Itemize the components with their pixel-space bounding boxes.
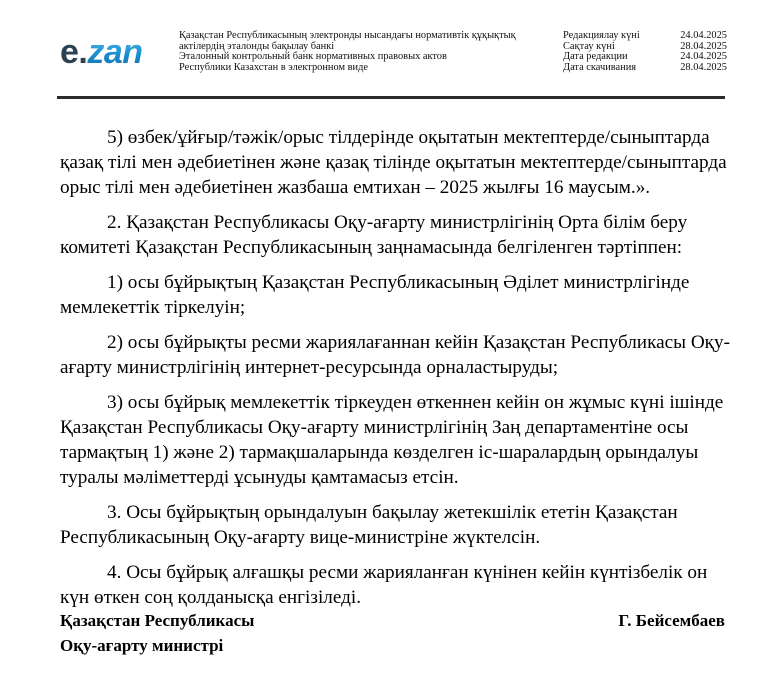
header-description-line: Эталонный контрольный банк нормативных правовых актов <box>179 51 447 63</box>
text-line: 4. Осы бұйрық алғашқы ресми жарияланған күнінен кейін күнтізбелік он <box>107 562 708 583</box>
meta-label: Дата редакции <box>563 51 628 63</box>
meta-row-download-date-ru <box>563 63 727 74</box>
text-line: Қазақстан Республикасы Оқу-ағарту министрлігінің Заң департаментіне осы <box>60 417 689 438</box>
document-body <box>60 125 730 620</box>
paragraph-subitem-5 <box>60 125 725 200</box>
text-line: 1) осы бұйрықтың Қазақстан Республикасының Әділет министрлігінде <box>107 272 690 293</box>
text-line: 5) өзбек/ұйғыр/тәжік/орыс тілдерінде оқытатын мектептерде/сыныптарда <box>107 127 710 148</box>
logo-part-e: e. <box>60 33 88 71</box>
ezan-logo[interactable] <box>60 32 143 72</box>
text-line: 3. Осы бұйрықтың орындалуын бақылау жетекшілік ететін Қазақстан <box>107 502 678 523</box>
paragraph-item-2-sub-1 <box>60 270 725 320</box>
logo-part-zan: zan <box>87 33 143 71</box>
signatory-position-line: Қазақстан Республикасы <box>60 611 255 630</box>
text-line: туралы мәліметтерді ұсынуды қамтамасыз етсін. <box>60 467 459 488</box>
header-description-line: Республики Казахстан в электронном виде <box>179 61 368 73</box>
text-line: ағарту министрлігінің интернет-ресурсында орналастыруды; <box>60 357 559 378</box>
meta-row-edit-date-kz <box>563 31 727 42</box>
text-line: 3) осы бұйрық мемлекеттік тіркеуден өткеннен кейін он жұмыс күні ішінде <box>107 392 724 413</box>
paragraph-item-4 <box>60 560 725 610</box>
paragraph-item-3 <box>60 500 725 550</box>
text-line: тармақтың 1) және 2) тармақшаларында көзделген іс-шаралардың орындалуы <box>60 442 699 463</box>
text-line: орыс тілі мен әдебиетінен жазбаша емтихан – 2025 жылғы 16 маусым.». <box>60 177 651 198</box>
meta-label: Редакциялау күні <box>563 30 640 41</box>
header-description <box>179 31 516 73</box>
signatory-name: Г. Бейсембаев <box>618 611 725 630</box>
paragraph-item-2 <box>60 210 725 260</box>
text-line: 2) осы бұйрықты ресми жариялағаннан кейін Қазақстан Республикасы Оқу- <box>107 332 730 353</box>
header-description-line: актілердің эталонды бақылау банкі <box>179 40 335 52</box>
text-line: Республикасының Оқу-ағарту вице-министріне жүктелсін. <box>60 527 541 548</box>
signatory-position <box>60 608 254 658</box>
meta-value: 28.04.2025 <box>680 61 727 73</box>
text-line: комитеті Қазақстан Республикасының заңнамасында белгіленген тәртіппен: <box>60 237 683 258</box>
header-divider <box>57 96 725 99</box>
text-line: мемлекеттік тіркелуін; <box>60 297 246 318</box>
header-description-line: Қазақстан Республикасының электронды нысандағы нормативтік құқықтық <box>179 30 516 41</box>
meta-value: 24.04.2025 <box>680 30 727 41</box>
text-line: күн өткен соң қолданысқа енгізіледі. <box>60 587 362 608</box>
document-header <box>0 0 760 100</box>
header-meta-table <box>563 31 727 73</box>
signatory-position-line: Оқу-ағарту министрі <box>60 636 224 655</box>
text-line: 2. Қазақстан Республикасы Оқу-ағарту министрлігінің Орта білім беру <box>107 212 688 233</box>
meta-label: Дата скачивания <box>563 61 637 73</box>
meta-label: Сақтау күні <box>563 40 615 52</box>
paragraph-item-2-sub-2 <box>60 330 730 380</box>
paragraph-item-2-sub-3 <box>60 390 725 490</box>
meta-value: 24.04.2025 <box>680 51 727 63</box>
meta-value: 28.04.2025 <box>680 40 727 52</box>
text-line: қазақ тілі мен әдебиетінен және қазақ тілінде оқытатын мектептерде/сыныптарда <box>60 152 727 173</box>
